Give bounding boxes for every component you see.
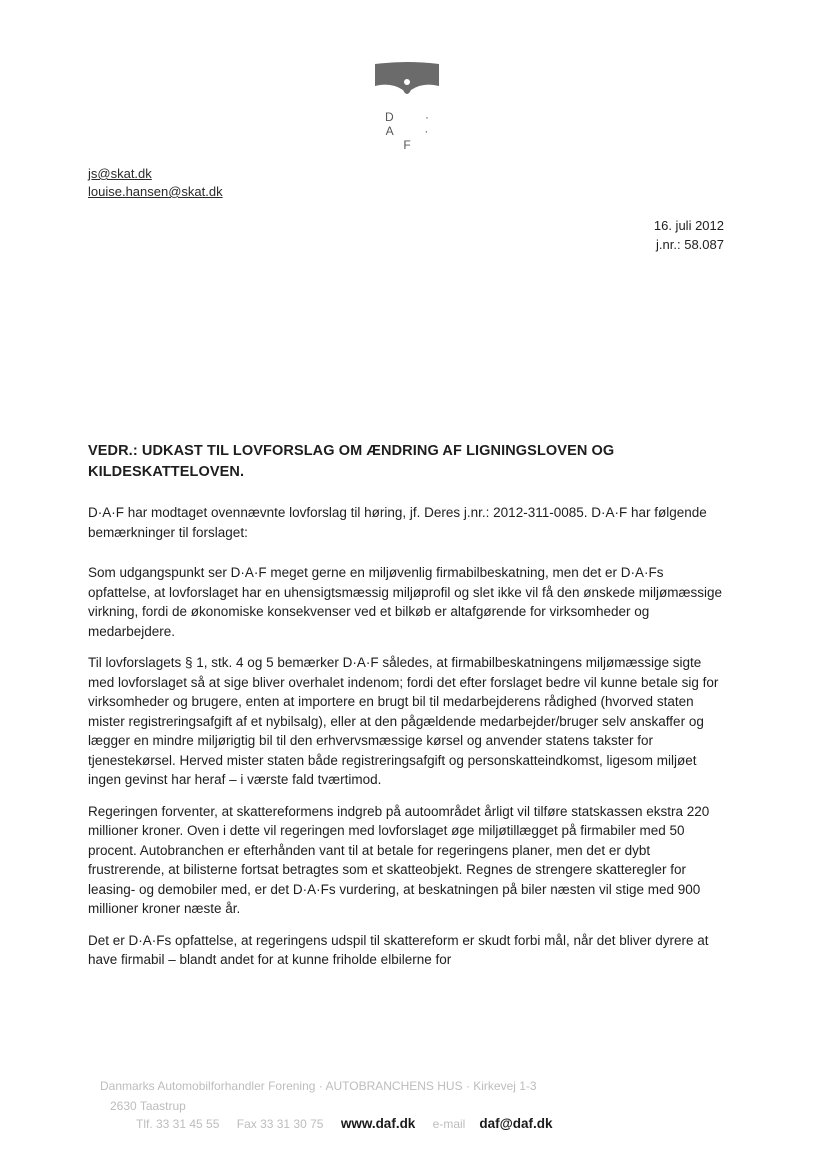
recipient-email[interactable]: louise.hansen@skat.dk xyxy=(88,184,223,199)
journal-number: j.nr.: 58.087 xyxy=(656,237,724,252)
body-paragraph: Det er D·A·Fs opfattelse, at regeringens udspil til skattereform er skudt forbi mål, når det bliver dyrere at have firmabil – blandt andet for at kunne friholde elbilerne for xyxy=(88,932,709,967)
date-block xyxy=(654,216,724,254)
subject-heading: VEDR.: UDKAST TIL LOVFORSLAG OM ÆNDRING AF LIGNINGSLOVEN OG KILDESKATTELOVEN. xyxy=(88,443,615,480)
footer-mail-label: e-mail xyxy=(432,1117,466,1131)
body-paragraph: Regeringen forventer, at skattereformens indgreb på autoområdet årligt vil tilføre statskassen ekstra 220 millioner kroner. Oven i dette vil regeringen med lovforslaget øge miljøtillægget på firmabiler med 50 procent. Autobranchen er efterhånden vant til at betale for regeringens planer, men det er dybt frustrerende, at bilisterne fortsat betragtes som et skatteobjekt. Regnes de strengere skatteregler for leasing- og demobiler med, er det D·A·Fs vurdering, at beskatningen på biler næsten vil stige med 900 millioner kroner næste år. xyxy=(88,803,710,916)
letterhead-footer xyxy=(100,1076,720,1131)
footer-website-link[interactable]: www.daf.dk xyxy=(340,1116,416,1131)
footer-tel: Tlf. 33 31 45 55 xyxy=(136,1117,220,1131)
letter-body xyxy=(88,563,724,982)
recipient-list xyxy=(88,165,223,201)
footer-email-link[interactable]: daf@daf.dk xyxy=(479,1116,553,1131)
intro-paragraph: D·A·F har modtaget ovennævnte lovforslag til høring, jf. Deres j.nr.: 2012-311-0085. D·A·F har følgende bemærkninger til forslaget: xyxy=(88,505,707,540)
body-paragraph: Til lovforslagets § 1, stk. 4 og 5 bemærker D·A·F således, at firmabilbeskatningens miljømæssige sigte med lovforslaget så at sige bliver overhalet indenom; fordi det efter forslaget bedre vil kunne betale sig for virksomheder og brugere, enten at importere en brugt bil til medarbejderens rådighed (hvorved staten mister registreringsafgift af et nybilsalg), eller at den pågældende medarbejder/bruger selv anskaffer og lægger en mindre miljørigtig bil til den erhvervsmæssige kørsel og anvender statens takster for tjenestekørsel. Herved mister staten både registreringsafgift og personskatteindkomst, ligesom miljøet ingen gevinst har heraf – i værste fald tværtimod. xyxy=(88,655,719,787)
daf-emblem-icon xyxy=(371,60,443,98)
footer-org: Danmarks Automobilforhandler Forening · AUTOBRANCHENS HUS · Kirkevej 1-3 xyxy=(100,1079,537,1093)
recipient-email[interactable]: js@skat.dk xyxy=(88,166,152,181)
letter-date: 16. juli 2012 xyxy=(653,218,724,233)
daf-logo xyxy=(362,60,452,152)
footer-fax: Fax 33 31 30 75 xyxy=(236,1117,324,1131)
body-paragraph: Som udgangspunkt ser D·A·F meget gerne en miljøvenlig firmabilbeskatning, men det er D·A·Fs opfattelse, at lovforslaget har en uhensigtsmæssig miljøprofil og slet ikke vil få den ønskede miljømæssige virkning, fordi de økonomiske konsekvenser ved et bilkøb er altafgørende for virksomheder og medarbejdere. xyxy=(88,565,723,639)
logo-text: D · A · F xyxy=(385,110,443,152)
footer-city: 2630 Taastrup xyxy=(110,1099,186,1113)
footer-contact xyxy=(136,1114,567,1134)
